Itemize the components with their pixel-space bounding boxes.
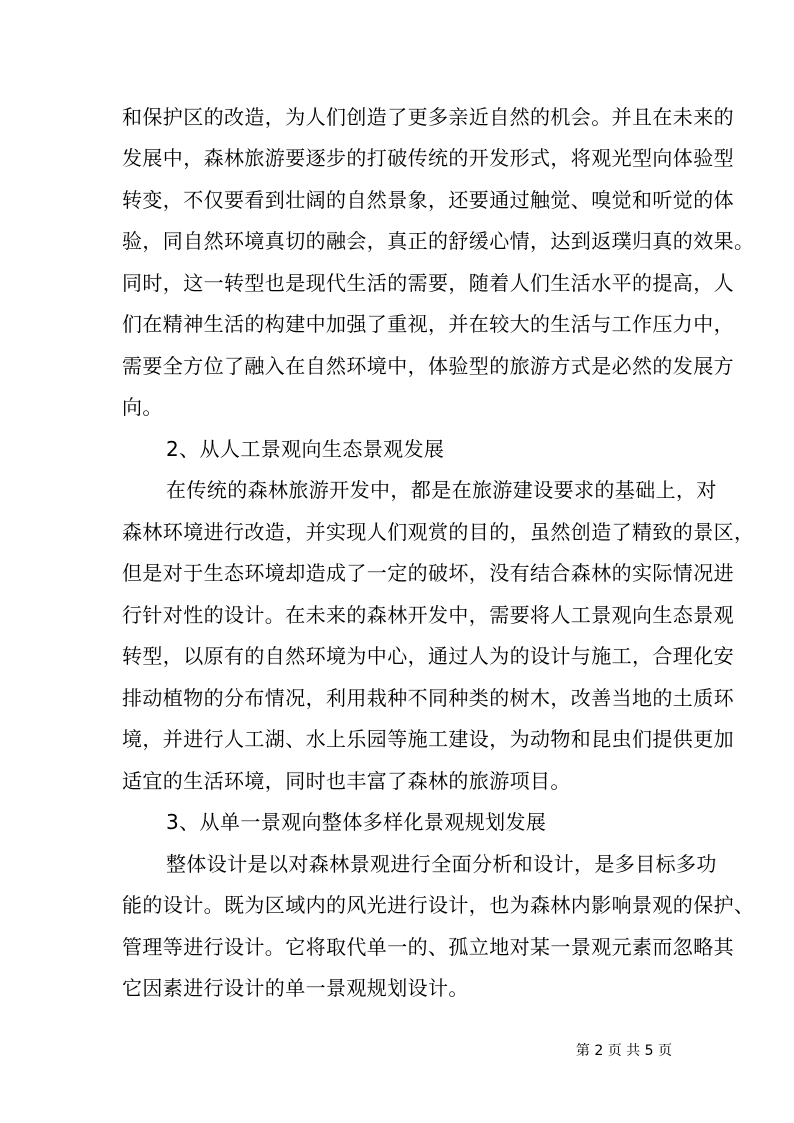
text-line: 在传统的森林旅游开发中，都是在旅游建设要求的基础上，对 xyxy=(166,478,717,502)
page-number-footer: 第 2 页 共 5 页 xyxy=(575,1043,672,1059)
text-line: 验，同自然环境真切的融会，真正的舒缓心情，达到返璞归真的效果。 xyxy=(122,229,755,253)
text-line: 发展中，森林旅游要逐步的打破传统的开发形式，将观光型向体验型 xyxy=(122,146,734,170)
text-line: 行针对性的设计。在未来的森林开发中，需要将人工景观向生态景观 xyxy=(122,603,734,627)
text-line: 和保护区的改造，为人们创造了更多亲近自然的机会。并且在未来的 xyxy=(122,105,734,129)
text-line: 适宜的生活环境，同时也丰富了森林的旅游项目。 xyxy=(122,769,571,793)
text-line: 管理等进行设计。它将取代单一的、孤立地对某一景观元素而忽略其 xyxy=(122,935,734,959)
text-line: 它因素进行设计的单一景观规划设计。 xyxy=(122,976,469,1000)
text-line: 排动植物的分布情况，利用栽种不同种类的树木，改善当地的土质环 xyxy=(122,686,734,710)
text-line: 但是对于生态环境却造成了一定的破坏，没有结合森林的实际情况进 xyxy=(122,561,734,585)
text-line: 境，并进行人工湖、水上乐园等施工建设，为动物和昆虫们提供更加 xyxy=(122,727,734,751)
text-line: 转型，以原有的自然环境为中心，通过人为的设计与施工，合理化安 xyxy=(122,644,734,668)
section-heading-3: 3、从单一景观向整体多样化景观规划发展 xyxy=(166,810,547,834)
text-line: 向。 xyxy=(122,395,163,419)
text-line: 森林环境进行改造，并实现人们观赏的目的，虽然创造了精致的景区， xyxy=(122,520,755,544)
text-line: 们在精神生活的构建中加强了重视，并在较大的生活与工作压力中， xyxy=(122,312,734,336)
text-line: 转变，不仅要看到壮阔的自然景象，还要通过触觉、嗅觉和听觉的体 xyxy=(122,188,734,212)
section-heading-2: 2、从人工景观向生态景观发展 xyxy=(166,437,445,461)
text-line: 需要全方位了融入在自然环境中，体验型的旅游方式是必然的发展方 xyxy=(122,354,734,378)
text-line: 同时，这一转型也是现代生活的需要，随着人们生活水平的提高，人 xyxy=(122,271,734,295)
text-line: 能的设计。既为区域内的风光进行设计，也为森林内影响景观的保护、 xyxy=(122,893,755,917)
text-line: 整体设计是以对森林景观进行全面分析和设计，是多目标多功 xyxy=(166,852,717,876)
